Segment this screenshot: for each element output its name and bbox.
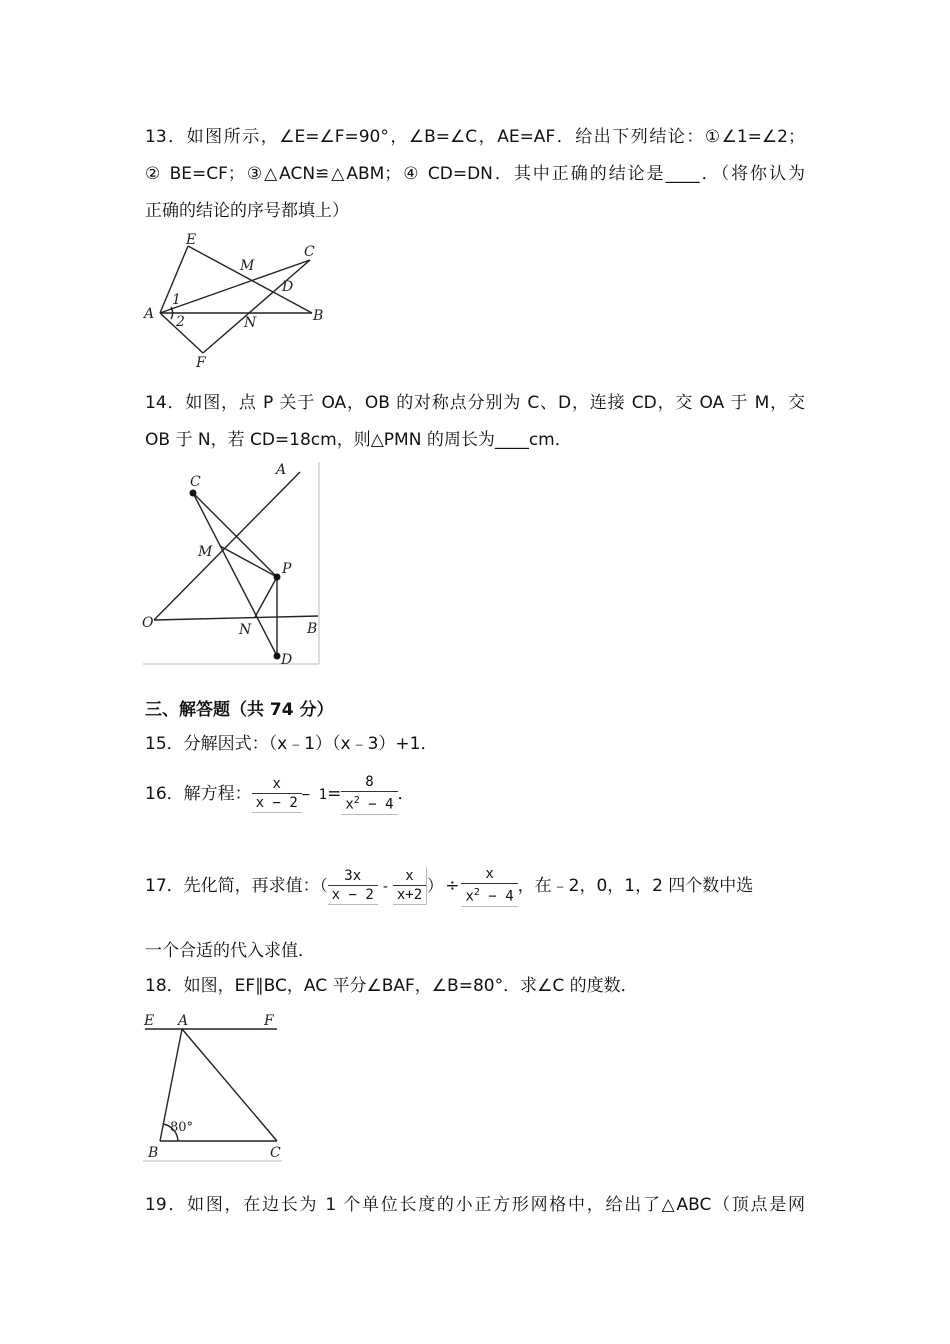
q17-left-paren: （ bbox=[319, 876, 328, 895]
q18-angle-label: 80° bbox=[170, 1120, 194, 1135]
q17-f1-numerator: 3x bbox=[328, 867, 378, 886]
q16-end: ． bbox=[397, 784, 415, 804]
q16-f2-den-base: x bbox=[345, 796, 354, 813]
q18-label-F: F bbox=[264, 1013, 274, 1029]
q14-label-M: M bbox=[198, 544, 213, 560]
q14-label-P: P bbox=[282, 561, 292, 577]
q17-f3-numerator: x bbox=[461, 865, 517, 884]
q13-label-C: C bbox=[304, 244, 315, 260]
q16-f2-den-tail: − 4 bbox=[359, 796, 394, 813]
q16-equals: = bbox=[327, 784, 342, 804]
q16-minus-one: − 1 bbox=[301, 787, 328, 803]
q17-minus: - bbox=[382, 879, 388, 895]
q16-f1-numerator: x bbox=[252, 775, 302, 794]
q17-f2-denominator: x+2 bbox=[393, 886, 426, 905]
q17-f3-den-base: x bbox=[465, 888, 474, 905]
q13-label-1: 1 bbox=[172, 292, 181, 308]
q14-label-O: O bbox=[142, 615, 154, 631]
q14-line1: 14．如图，点 P 关于 OA，OB 的对称点分别为 C、D，连接 CD，交 OA 于 M，交 bbox=[145, 393, 805, 413]
q16-f1-denominator: x − 2 bbox=[252, 794, 302, 813]
q14-label-C: C bbox=[190, 474, 201, 490]
q18-label-A: A bbox=[178, 1013, 189, 1029]
q13-label-E: E bbox=[186, 232, 197, 248]
q17-right-paren: ） bbox=[427, 876, 444, 895]
q19-line1: 19．如图，在边长为 1 个单位长度的小正方形网格中，给出了△ABC（顶点是网 bbox=[145, 1195, 805, 1215]
q17-tail: ，在﹣2，0，1，2 四个数中选 bbox=[517, 876, 754, 896]
q18-text: 18．如图，EF∥BC，AC 平分∠BAF，∠B=80°．求∠C 的度数． bbox=[145, 976, 638, 996]
q13-label-F: F bbox=[196, 355, 206, 370]
q17-f2-numerator: x bbox=[393, 867, 426, 886]
q17-fraction-2 bbox=[393, 867, 427, 905]
q13-line2: ② BE=CF；③△ACN≌△ABM；④ CD=DN．其中正确的结论是____．（将你认为 bbox=[145, 164, 805, 184]
q16-line bbox=[145, 772, 415, 817]
q17-f3-den-tail: − 4 bbox=[479, 888, 514, 905]
q16-fraction-1 bbox=[252, 775, 302, 813]
q13-label-D: D bbox=[282, 279, 294, 295]
q14-line2: OB 于 N，若 CD=18cm，则△PMN 的周长为____cm． bbox=[145, 430, 572, 450]
q13-label-2: 2 bbox=[176, 314, 185, 330]
q13-label-B: B bbox=[313, 308, 324, 324]
q17-line2: 一个合适的代入求值． bbox=[145, 941, 315, 961]
q13-line1: 13．如图所示，∠E=∠F=90°，∠B=∠C，AE=AF．给出下列结论：①∠1=∠2； bbox=[145, 127, 805, 147]
q13-line3: 正确的结论的序号都填上） bbox=[145, 201, 349, 221]
q14-figure bbox=[140, 460, 325, 670]
q13-label-N: N bbox=[244, 315, 257, 331]
q13-label-A: A bbox=[144, 306, 155, 322]
q18-label-E: E bbox=[144, 1013, 155, 1029]
q16-fraction-2 bbox=[341, 773, 397, 815]
q16-f2-denominator bbox=[341, 792, 397, 815]
q14-label-A: A bbox=[276, 462, 287, 478]
q18-figure bbox=[140, 1008, 290, 1166]
q14-label-B: B bbox=[307, 621, 318, 637]
q17-fraction-1 bbox=[328, 867, 378, 905]
q17-f1-denominator: x − 2 bbox=[328, 886, 378, 905]
q16-f2-den-exponent: 2 bbox=[353, 795, 360, 807]
q17-f3-den-exponent: 2 bbox=[473, 887, 480, 899]
q14-label-N: N bbox=[239, 622, 252, 638]
q17-fraction-3 bbox=[461, 865, 517, 907]
section-title: 三、解答题（共 74 分） bbox=[145, 700, 334, 720]
q15-text: 15．分解因式：（x﹣1）（x﹣3）+1． bbox=[145, 734, 438, 754]
q17-line1 bbox=[145, 858, 753, 915]
q14-label-D: D bbox=[281, 652, 293, 668]
q17-f3-denominator bbox=[461, 884, 517, 907]
q18-label-C: C bbox=[270, 1145, 281, 1161]
q16-f2-numerator: 8 bbox=[341, 773, 397, 792]
q16-prefix: 16．解方程： bbox=[145, 784, 252, 804]
q17-prefix: 17．先化简，再求值： bbox=[145, 876, 320, 896]
q13-figure bbox=[140, 228, 330, 370]
q13-label-M: M bbox=[240, 258, 255, 274]
q18-label-B: B bbox=[148, 1145, 159, 1161]
q17-divide: ÷ bbox=[445, 876, 460, 896]
